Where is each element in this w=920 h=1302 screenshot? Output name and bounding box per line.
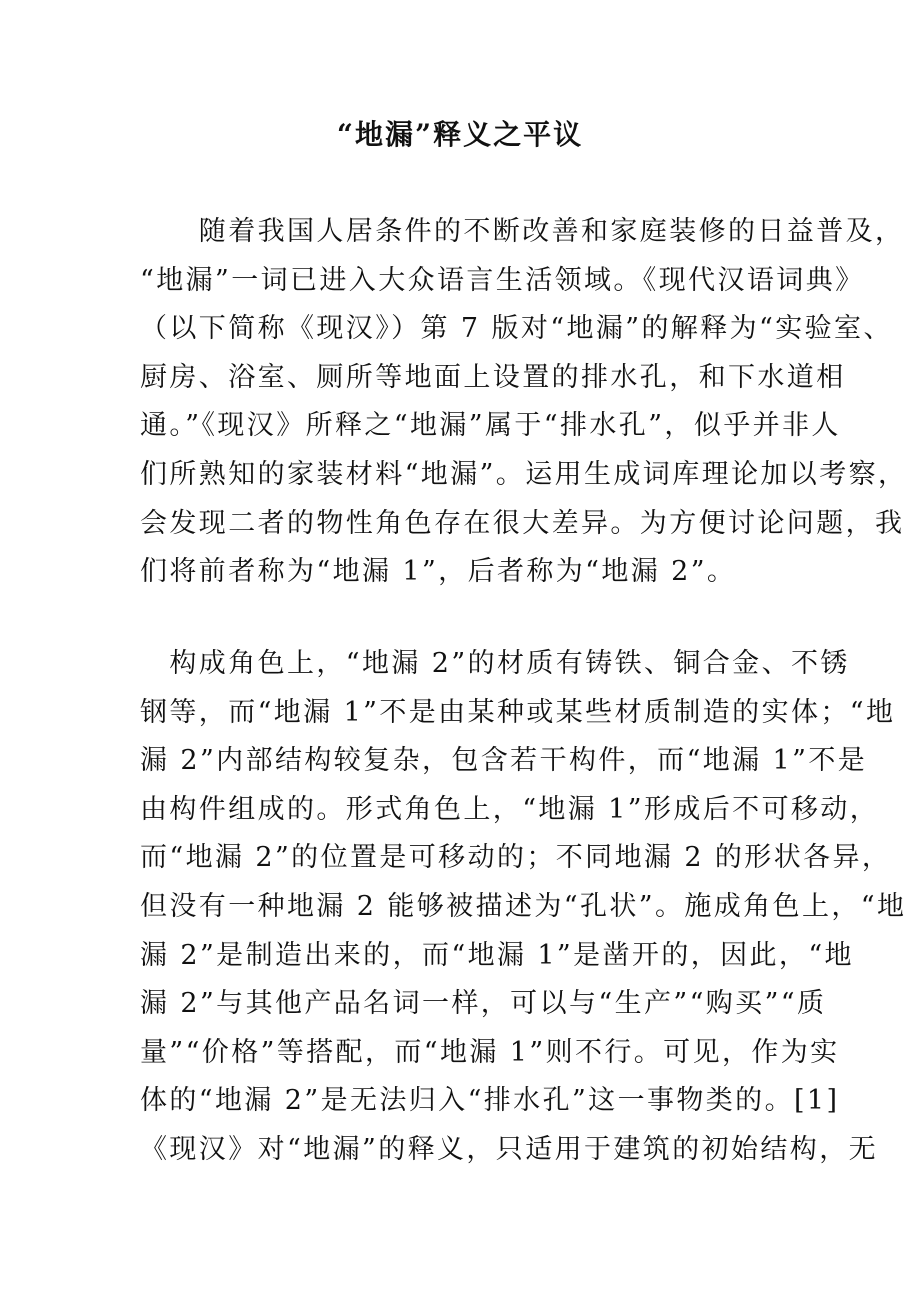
text-line: 们所熟知的家装材料“地漏”。运用生成词库理论加以考察， (140, 458, 908, 490)
text-line: 而“地漏 2”的位置是可移动的；不同地漏 2 的形状各异， (140, 842, 892, 874)
text-line: 量”“价格”等搭配，而“地漏 1”则不行。可见，作为实 (140, 1036, 840, 1068)
text-line: 钢等，而“地漏 1”不是由某种或某些材质制造的实体；“地 (140, 696, 896, 728)
text-line: 漏 2”是制造出来的，而“地漏 1”是凿开的，因此，“地 (140, 939, 854, 971)
text-line: 通。”《现汉》所释之“地漏”属于“排水孔”，似乎并非人 (140, 410, 841, 442)
text-line: 但没有一种地漏 2 能够被描述为“孔状”。施成角色上，“地 (140, 890, 907, 922)
text-line: （以下简称《现汉》）第 7 版对“地漏”的解释为“实验室、 (140, 313, 893, 345)
text-line: 体的“地漏 2”是无法归入“排水孔”这一事物类的。[1] (140, 1085, 840, 1117)
text-line: 漏 2”内部结构较复杂，包含若干构件，而“地漏 1”不是 (140, 745, 868, 777)
text-line: “地漏”一词已进入大众语言生活领域。《现代汉语词典》 (140, 264, 865, 296)
text-line: 《现汉》对“地漏”的释义，只适用于建筑的初始结构，无 (140, 1133, 879, 1165)
text-line: 漏 2”与其他产品名词一样，可以与“生产”“购买”“质 (140, 988, 827, 1020)
text-line: 由构件组成的。形式角色上，“地漏 1”形成后不可移动， (140, 793, 880, 825)
text-line: 会发现二者的物性角色存在很大差异。为方便讨论问题，我 (140, 507, 905, 539)
text-line: 随着我国人居条件的不断改善和家庭装修的日益普及， (140, 216, 905, 247)
document-title: “地漏”释义之平议 (336, 118, 584, 151)
text-line: 构成角色上，“地漏 2”的材质有铸铁、铜合金、不锈 (140, 648, 850, 679)
paragraph-2 (140, 640, 907, 1175)
paragraph-1 (140, 208, 908, 597)
text-line: 厨房、浴室、厕所等地面上设置的排水孔，和下水道相 (140, 361, 846, 393)
text-line: 们将前者称为“地漏 1”，后者称为“地漏 2”。 (140, 556, 737, 588)
